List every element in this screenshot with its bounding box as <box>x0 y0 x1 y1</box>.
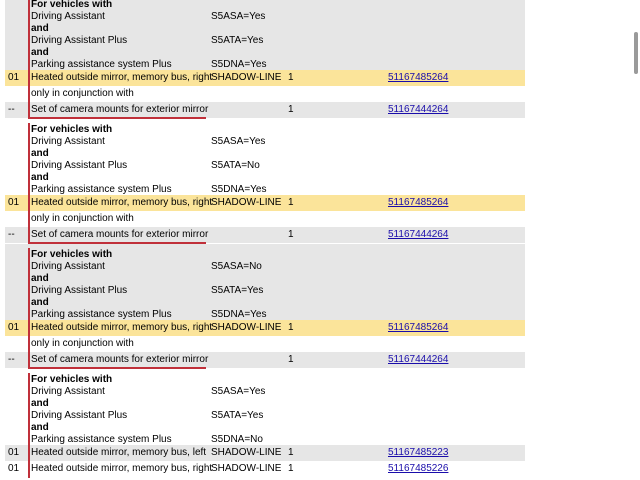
group-bar <box>28 0 30 119</box>
part-number-link[interactable]: 51167485264 <box>388 197 449 208</box>
part-description: Heated outside mirror, memory bus, right <box>31 197 213 208</box>
quantity: 1 <box>288 72 294 83</box>
conjunction-note <box>5 336 525 352</box>
condition-keyword: and <box>31 273 49 284</box>
part-row <box>5 320 525 336</box>
condition-label: Driving Assistant Plus <box>31 35 128 46</box>
condition-keyword: and <box>31 148 49 159</box>
condition-value: S5ATA=Yes <box>211 285 264 296</box>
condition-value: S5ASA=Yes <box>211 11 266 22</box>
condition-block <box>5 0 525 70</box>
conjunction-note <box>5 211 525 227</box>
sub-part-row <box>5 227 525 243</box>
condition-value: S5ASA=Yes <box>211 136 266 147</box>
condition-value: S5DNA=Yes <box>211 59 267 70</box>
condition-label: Driving Assistant Plus <box>31 160 128 171</box>
supplement: SHADOW-LINE <box>211 72 282 83</box>
position-number: 01 <box>8 322 20 333</box>
condition-label: Parking assistance system Plus <box>31 309 172 320</box>
part-description: Heated outside mirror, memory bus, left <box>31 447 207 458</box>
part-description: Heated outside mirror, memory bus, right <box>31 463 213 474</box>
condition-keyword: and <box>31 172 49 183</box>
position-number: -- <box>8 229 15 240</box>
condition-keyword: and <box>31 47 49 58</box>
condition-keyword: and <box>31 23 49 34</box>
conjunction-note <box>5 86 525 102</box>
condition-keyword: For vehicles with <box>31 124 113 135</box>
condition-value: S5DNA=Yes <box>211 184 267 195</box>
supplement: SHADOW-LINE <box>211 447 282 458</box>
conjunction-text: only in conjunction with <box>31 88 134 99</box>
quantity: 1 <box>288 354 294 365</box>
supplement: SHADOW-LINE <box>211 322 282 333</box>
condition-value: S5DNA=Yes <box>211 309 267 320</box>
position-number: 01 <box>8 72 20 83</box>
quantity: 1 <box>288 447 294 458</box>
position-number: -- <box>8 354 15 365</box>
scrollbar-track[interactable] <box>630 0 640 480</box>
part-description: Heated outside mirror, memory bus, right <box>31 72 213 83</box>
condition-keyword: For vehicles with <box>31 374 113 385</box>
position-number: 01 <box>8 463 20 474</box>
sub-part-row <box>5 102 525 118</box>
part-row <box>5 461 525 477</box>
condition-block <box>5 119 525 195</box>
quantity: 1 <box>288 197 294 208</box>
group-bar <box>28 248 30 369</box>
quantity: 1 <box>288 104 294 115</box>
group-bar <box>28 373 30 478</box>
conjunction-text: only in conjunction with <box>31 213 134 224</box>
condition-label: Parking assistance system Plus <box>31 59 172 70</box>
quantity: 1 <box>288 463 294 474</box>
part-description: Set of camera mounts for exterior mirror <box>31 229 209 240</box>
quantity: 1 <box>288 322 294 333</box>
part-description: Heated outside mirror, memory bus, right <box>31 322 213 333</box>
part-number-link[interactable]: 51167485226 <box>388 463 449 474</box>
condition-keyword: and <box>31 422 49 433</box>
condition-label: Driving Assistant Plus <box>31 410 128 421</box>
condition-keyword: For vehicles with <box>31 0 113 10</box>
condition-label: Driving Assistant <box>31 261 105 272</box>
condition-value: S5ASA=Yes <box>211 386 266 397</box>
scrollbar-thumb[interactable] <box>634 32 638 74</box>
condition-label: Driving Assistant <box>31 136 105 147</box>
condition-keyword: and <box>31 297 49 308</box>
condition-label: Driving Assistant <box>31 11 105 22</box>
position-number: -- <box>8 104 15 115</box>
supplement: SHADOW-LINE <box>211 463 282 474</box>
part-row <box>5 195 525 211</box>
supplement: SHADOW-LINE <box>211 197 282 208</box>
group-bar <box>28 123 30 244</box>
part-description: Set of camera mounts for exterior mirror <box>31 104 209 115</box>
condition-value: S5ASA=No <box>211 261 262 272</box>
condition-block <box>5 244 525 320</box>
condition-keyword: For vehicles with <box>31 249 113 260</box>
condition-value: S5ATA=No <box>211 160 260 171</box>
part-number-link[interactable]: 51167485264 <box>388 322 449 333</box>
part-number-link[interactable]: 51167444264 <box>388 229 449 240</box>
condition-label: Driving Assistant Plus <box>31 285 128 296</box>
part-description: Set of camera mounts for exterior mirror <box>31 354 209 365</box>
condition-value: S5ATA=Yes <box>211 410 264 421</box>
sub-part-row <box>5 352 525 368</box>
part-number-link[interactable]: 51167485264 <box>388 72 449 83</box>
quantity: 1 <box>288 229 294 240</box>
part-row <box>5 70 525 86</box>
part-number-link[interactable]: 51167444264 <box>388 354 449 365</box>
condition-label: Parking assistance system Plus <box>31 184 172 195</box>
position-number: 01 <box>8 447 20 458</box>
conjunction-text: only in conjunction with <box>31 338 134 349</box>
condition-label: Driving Assistant <box>31 386 105 397</box>
part-number-link[interactable]: 51167485223 <box>388 447 449 458</box>
condition-keyword: and <box>31 398 49 409</box>
condition-block <box>5 369 525 445</box>
condition-value: S5DNA=No <box>211 434 263 445</box>
condition-value: S5ATA=Yes <box>211 35 264 46</box>
part-row <box>5 445 525 461</box>
part-number-link[interactable]: 51167444264 <box>388 104 449 115</box>
condition-label: Parking assistance system Plus <box>31 434 172 445</box>
position-number: 01 <box>8 197 20 208</box>
